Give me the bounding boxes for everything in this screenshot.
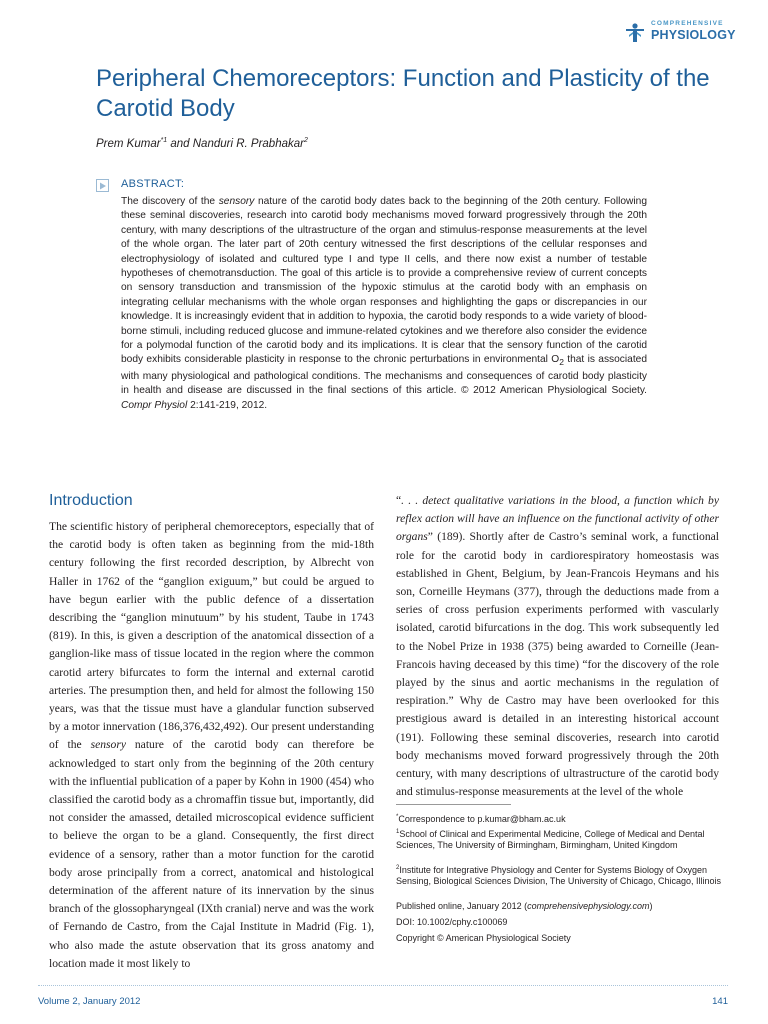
footnote-divider [396,804,511,805]
logo-text-comprehensive: COMPREHENSIVE [651,20,724,27]
journal-logo-icon [624,21,646,43]
footer-divider [38,985,728,986]
emphasis: sensory [90,738,126,752]
doi: DOI: 10.1002/cphy.c100069 [396,917,508,927]
abstract-play-icon [96,179,109,192]
copyright-notice: Copyright © American Physiological Society [396,933,571,943]
journal-website: comprehensivephysiology.com [527,901,650,911]
section-heading-introduction: Introduction [49,492,133,509]
journal-logo [624,19,736,45]
author-name: Nanduri R. Prabhakar [192,137,304,150]
author-name: Prem Kumar [96,137,161,150]
footnote-correspondence: *Correspondence to p.kumar@bham.ac.uk [396,814,566,824]
quotation: . . . detect qualitative variations in the blood, a function which by reflex action will have an influence on the functional activity of other organs [396,494,719,544]
author-joiner: and [167,137,193,150]
body-column-left: The scientific history of peripheral chemoreceptors, especially that of the carotid body is often taken as beginning from the mid-18th century following the first recorded description, by Albrecht von Haller in 1762 of the “ganglion exiguum,” but could be argued to have begun earlier with the public defence of a dissertation describing the “ganglion minutuum” by his student, Taube in 1743 (819). In this, is given a description of the anatomical dissection of a ganglion-like mass of tissue located in the region where the common carotid artery bifurcates to form the internal and external carotid arteries. The presumption then, and held for almost the following 150 years, was that the tissue must have a glandular function subserved by a motor innervation (186,376,432,492). Our present understanding of the sensory nature of the carotid body can therefore be acknowledged to start only from the beginning of the 20th century with the influential publication of a paper by Kohn in 1900 (454) who classified the carotid body as a chromaffin tissue but, importantly, did not consider the amassed, detailed microscopical evidence sufficient to believe the organ to be a gland. Consequently, the first direct evidence of a sensory, rather than a motor function for the carotid body arose principally from a correct, anatomical and histological determination of the afferent nature of its innervation by the sinus branch of the glossopharyngeal (IXth cranial) nerve and was the work of Fernando de Castro, from the Cajal Institute in Madrid (Fig. 1), who also made the astute observation that its gross anatomy and location made it most likely to [49,520,375,970]
published-online: Published online, January 2012 (comprehensivephysiology.com) [396,901,653,911]
journal-abbrev: Compr Physiol [121,399,188,411]
footer-volume: Volume 2, January 2012 [38,996,141,1007]
logo-text-physiology: PHYSIOLOGY [651,28,736,42]
abstract-heading: ABSTRACT: [121,178,185,190]
footnote-affiliation-2: $^2$Institute for Integrative Physiology and Center for Systems Biology of Oxygen Sensing, Biological Sciences Division, The University of Chicago, Chicago, Illinois [396,865,721,886]
author-affiliation-mark: 2 [303,137,308,144]
author-affiliation-mark: *1 [160,137,168,144]
footnote-affiliation-1: $^1$School of Clinical and Experimental Medicine, College of Medical and Dental Sciences, The University of Birmingham, Birmingham, United Kingdom [396,829,705,850]
page-number: 141 [712,996,728,1007]
emphasis: sensory [218,196,255,207]
abstract-text: The discovery of the sensory nature of the carotid body dates back to the beginning of the 20th century. Following these seminal discoveries, research into carotid body mechanisms moved forward progressively through the 20th century, with many descriptions of the ultrastructure of the organ and stimulus-response measurements at the level of the whole organ. The later part of 20th century witnessed the first descriptions of the cellular responses and electrophysiology of isolated and cultured type I and type II cells, and there now exist a number of testable hypotheses of chemotransduction. The goal of this article is to provide a comprehensive review of current concepts on sensory transduction and transmission of the hypoxic stimulus at the carotid body with an emphasis on integrating cellular mechanisms with the whole organ responses and highlighting the gaps or discrepancies in our knowledge. It is increasingly evident that in addition to hypoxia, the carotid body responds to a wide variety of blood-borne stimuli, including reduced glucose and immune-related cytokines and we therefore also consider the evidence for a polymodal function of the carotid body and its implications. It is clear that the sensory function of the carotid body exhibits considerable plasticity in response to the chronic perturbations in environmental $O_2$ that is associated with many physiological and pathological conditions. The mechanisms and consequences of carotid body plasticity in health and disease are discussed in the final sections of this article. © 2012 American Physiological Society. Compr Physiol 2:141-219, 2012. [121,196,647,411]
article-title: Peripheral Chemoreceptors: Function and Plasticity of the Carotid Body [96,65,710,122]
author-list [96,137,308,150]
subscript: 2 [559,357,564,368]
body-column-right: “. . . detect qualitative variations in the blood, a function which by reflex action will have an influence on the functional activity of other organs” (189). Shortly after de Castro’s seminal work, a functional role for the carotid body in cardiorespiratory homeostasis was established in Ghent, Belgium, by Jean-Francois Heymans and his son, Corneille Heymans (377), through the deductions made from a series of cross perfusion experiments performed with vascularly isolated, carotid bifurcations in the dog. This work subsequently led to the Nobel Prize in 1938 (375) being awarded to Corneille (Jean-Francois having deceased by this time) “for the discovery of the role played by the sinus and aortic mechanisms in the regulation of respiration.” Why de Castro may have been overlooked for this prestigious award is detailed in an interesting historical account (191). Following these seminal discoveries, research into carotid body mechanisms moved forward progressively through the 20th century, with many descriptions of ultrastructure of the carotid body and stimulus-response measurements at the level of the whole [396,494,719,799]
